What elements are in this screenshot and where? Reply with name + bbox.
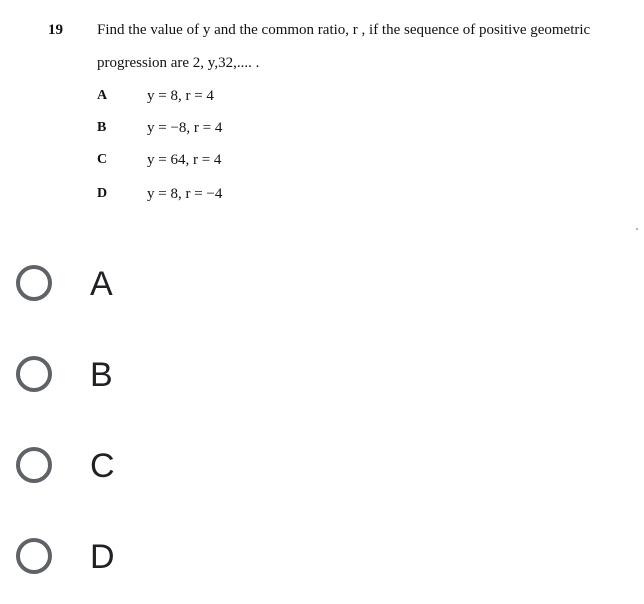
answer-choice-d[interactable] [16,535,316,587]
option-letter-c: C [97,152,108,167]
answer-label-c[interactable]: C [90,447,115,485]
question-text-line1: Find the value of y and the common ratio, r , if the sequence of positive geometric [97,22,591,38]
radio-button-c[interactable] [16,447,52,483]
question-text-line2: progression are 2, y,32,.... . [97,55,260,71]
answer-label-d[interactable]: D [90,538,115,576]
question-image [0,0,644,220]
stray-dot [636,228,638,230]
radio-button-d[interactable] [16,538,52,574]
option-letter-d: D [97,186,108,201]
question-number: 19 [48,22,63,38]
answer-choice-a[interactable] [16,262,316,314]
answer-choice-b[interactable] [16,353,316,405]
option-letter-a: A [97,88,108,103]
option-text-d: y = 8, r = −4 [147,186,223,202]
option-text-a: y = 8, r = 4 [147,88,214,104]
radio-button-a[interactable] [16,265,52,301]
answer-choice-c[interactable] [16,444,316,496]
answer-label-a[interactable]: A [90,265,113,303]
answer-label-b[interactable]: B [90,356,113,394]
option-text-b: y = −8, r = 4 [147,120,223,136]
option-text-c: y = 64, r = 4 [147,152,222,168]
option-letter-b: B [97,120,107,135]
radio-button-b[interactable] [16,356,52,392]
